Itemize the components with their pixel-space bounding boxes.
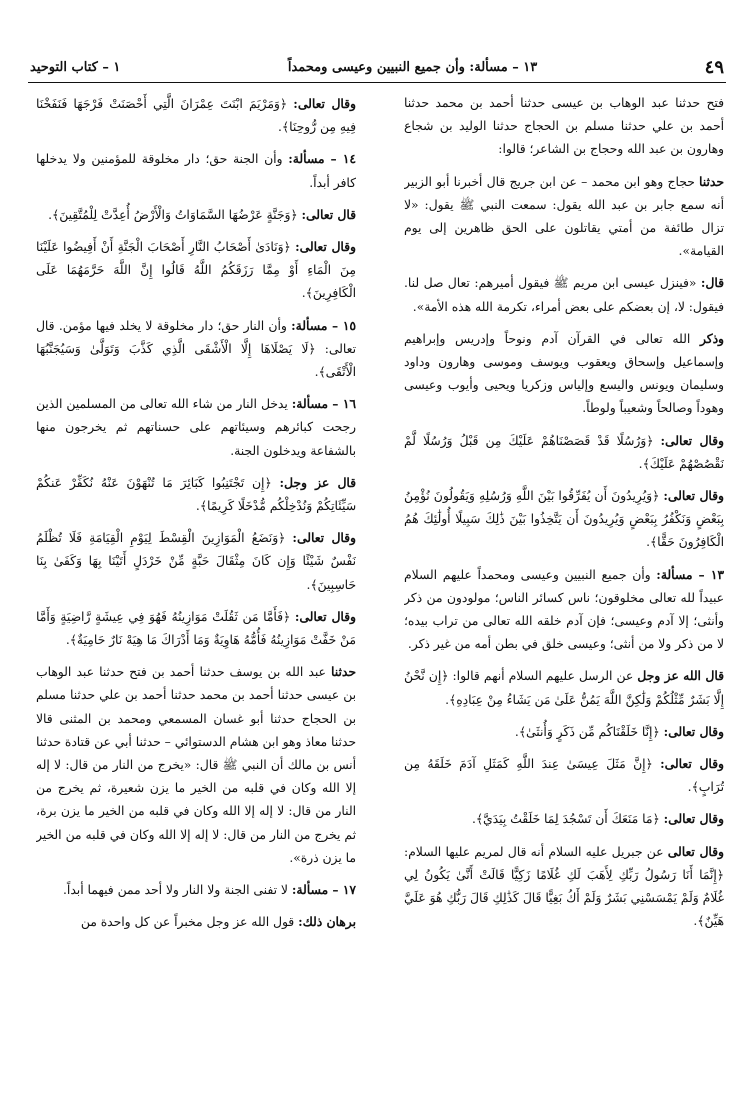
- paragraph-lead: قال عز وجل:: [279, 474, 356, 490]
- paragraph: [404, 664, 724, 711]
- paragraph-lead: وقال تعالى: [667, 843, 724, 859]
- paragraph-lead: ١٧ – مسألة:: [291, 882, 356, 898]
- paragraph: [404, 170, 724, 264]
- paragraph-text: حجاج وهو ابن محمد – عن ابن جريج قال أخبرنا أبو الزبير أنه سمع جابر بن عبد الله يقول: سمعت النبي ﷺ يقول: «لا تزال طائفة من أمتي يقاتلون على الحق ظاهرين إلى يوم القيامة».: [404, 174, 724, 259]
- paragraph: [36, 471, 356, 518]
- paragraph-text: ﴿إِنَّ مَثَلَ عِيسَىٰ عِندَ اللَّهِ كَمَثَلِ آدَمَ خَلَقَهُ مِن تُرَابٍ﴾.: [404, 757, 724, 795]
- paragraph: [404, 327, 724, 421]
- paragraph-lead: ١٣ – مسألة:: [656, 566, 724, 582]
- paragraph-text: ﴿وَنَادَىٰ أَصْحَابُ النَّارِ أَصْحَابَ الْجَنَّةِ أَنْ أَفِيضُوا عَلَيْنَا مِنَ الْمَاءِ أَوْ مِمَّا رَزَقَكُمُ اللَّهُ قَالُوا إِنَّ اللَّهَ حَرَّمَهُمَا عَلَى الْكَافِرِينَ﴾.: [36, 240, 356, 301]
- paragraph-lead: قال الله عز وجل: [637, 668, 724, 684]
- header-rule: [28, 82, 726, 83]
- paragraph: [404, 563, 724, 657]
- paragraph: [404, 92, 724, 162]
- paragraph-text: ﴿إِنَّا خَلَقْنَاكُم مِّن ذَكَرٍ وَأُنثَىٰ﴾.: [514, 724, 660, 739]
- book-title: ١ – كتاب التوحيد: [30, 60, 121, 75]
- paragraph-text: عن الرسل عليهم السلام أنهم قالوا: ﴿إِن نَّحْنُ إِلَّا بَشَرٌ مِّثْلُكُمْ وَلَٰكِنَّ اللَّهَ يَمُنُّ عَلَىٰ مَن يَشَاءُ مِنْ عِبَادِهِ﴾.: [404, 669, 724, 707]
- paragraph-lead: وقال تعالى:: [663, 488, 724, 504]
- paragraph: [36, 526, 356, 597]
- paragraph-text: وأن جميع النبيين وعيسى ومحمداً عليهم السلام عبيداً لله تعالى مخلوقون؛ ناس كسائر الناس؛ مولودون من ذكر وأنثى؛ إلا آدم وعيسى؛ فإن آدم خلقه الله تعالى من تراب بيده؛ لا من ذكر ولا من أنثى؛ وعيسى خلق في بطن أمه من غير ذكر.: [404, 567, 724, 652]
- paragraph: [36, 92, 356, 139]
- paragraph-text: ﴿وَمَرْيَمَ ابْنَتَ عِمْرَانَ الَّتِي أَحْصَنَتْ فَرْجَهَا فَنَفَخْنَا فِيهِ مِن رُّوحِنَا﴾.: [36, 97, 356, 135]
- paragraph-lead: حدثنا: [699, 173, 724, 189]
- paragraph-text: ﴿فَأَمَّا مَن ثَقُلَتْ مَوَازِينُهُ فَهُوَ فِي عِيشَةٍ رَّاضِيَةٍ وَأَمَّا مَنْ خَفَّتْ مَوَازِينُهُ فَأُمُّهُ هَاوِيَةٌ وَمَا أَدْرَاكَ مَا هِيَهْ نَارٌ حَامِيَةٌ﴾.: [36, 609, 356, 648]
- paragraph-text: ﴿وَنَضَعُ الْمَوَازِينَ الْقِسْطَ لِيَوْمِ الْقِيَامَةِ فَلَا تُظْلَمُ نَفْسٌ شَيْئًا وَإِن كَانَ مِثْقَالَ حَبَّةٍ مِّنْ خَرْدَلٍ أَتَيْنَا بِهَا وَكَفَىٰ بِنَا حَاسِبِينَ﴾.: [36, 531, 356, 592]
- paragraph-lead: وقال تعالى:: [292, 530, 356, 546]
- paragraph-lead: وقال تعالى:: [663, 723, 724, 739]
- paragraph-text: «فينزل عيسى ابن مريم ﷺ فيقول أميرهم: تعال صل لنا. فيقول: لا، إن بعضكم على بعض أمراء، تكرمة الله هذه الأمة».: [404, 276, 724, 314]
- paragraph-lead: ١٦ – مسألة:: [291, 396, 356, 412]
- paragraph: [404, 807, 724, 831]
- paragraph-lead: وقال تعالى:: [294, 608, 356, 624]
- paragraph: [36, 235, 356, 306]
- paragraph-lead: ١٥ – مسألة:: [291, 317, 356, 333]
- paragraph-text: ﴿وَرُسُلًا قَدْ قَصَصْنَاهُمْ عَلَيْكَ مِن قَبْلُ وَرُسُلًا لَّمْ نَقْصُصْهُمْ عَلَيْكَ﴾.: [404, 433, 724, 471]
- paragraph: [404, 429, 724, 476]
- paragraph-text: وأن النار حق؛ دار مخلوقة لا يخلد فيها مؤمن. قال تعالى: ﴿لَا يَصْلَاهَا إِلَّا الْأَشْقَى الَّذِي كَذَّبَ وَتَوَلَّىٰ وَسَيُجَنَّبُهَا الْأَتْقَى﴾.: [36, 318, 356, 380]
- paragraph-text: عن جبريل عليه السلام أنه قال لمريم عليها السلام: ﴿إِنَّمَا أَنَا رَسُولُ رَبِّكِ لِأَهَبَ لَكِ غُلَامًا زَكِيًّا قَالَتْ أَنَّىٰ يَكُونُ لِي غُلَامٌ وَلَمْ يَمْسَسْنِي بَشَرٌ وَلَمْ أَكُ بَغِيًّا قَالَ كَذَٰلِكِ قَالَ رَبُّكِ هُوَ عَلَيَّ هَيِّنٌ﴾.: [404, 844, 724, 929]
- paragraph-text: يدخل النار من شاء الله تعالى من المسلمين الذين رجحت كبائرهم وسيئاتهم على حسناتهم ثم يخرجون منها بالشفاعة ويدخلون الجنة.: [36, 397, 356, 458]
- paragraph-lead: قال:: [700, 275, 724, 291]
- paragraph: [36, 910, 356, 934]
- paragraph-lead: وقال تعالى:: [293, 96, 356, 111]
- paragraph-lead: وذكر: [699, 330, 724, 346]
- paragraph-text: ﴿وَجَنَّةٍ عَرْضُهَا السَّمَاوَاتُ وَالْأَرْضُ أُعِدَّتْ لِلْمُتَّقِينَ﴾.: [48, 207, 298, 222]
- paragraph: [404, 271, 724, 318]
- paragraph: [36, 392, 356, 463]
- running-head: ١٣ – مسألة: وأن جميع النبيين وعيسى ومحمداً: [287, 60, 538, 75]
- paragraph-text: وأن الجنة حق؛ دار مخلوقة للمؤمنين ولا يدخلها كافر أبداً.: [36, 152, 356, 190]
- paragraph-text: ﴿مَا مَنَعَكَ أَن تَسْجُدَ لِمَا خَلَقْتُ بِيَدَيَّ﴾.: [471, 812, 660, 827]
- paragraph: [36, 878, 356, 902]
- paragraph: [36, 314, 356, 385]
- paragraph-text: قول الله عز وجل مخبراً عن كل واحدة من: [80, 915, 295, 930]
- paragraph: [36, 203, 356, 227]
- paragraph: [404, 840, 724, 934]
- paragraph-lead: قال تعالى:: [301, 206, 356, 222]
- paragraph-lead: وقال تعالى:: [660, 756, 724, 772]
- paragraph-lead: ١٤ – مسألة:: [288, 151, 356, 167]
- paragraph-lead: برهان ذلك:: [298, 914, 356, 930]
- paragraph-text: الله تعالى في القرآن آدم ونوحاً وإدريس وإبراهيم وإسماعيل وإسحاق ويعقوب ويوسف وموسى وهارون وداود وسليمان ويونس واليسع وإلياس وزكريا ويحيى وأيوب وعيسى وهوداً وصالحاً وشعيباً ولوطاً.: [404, 331, 724, 416]
- paragraph: [36, 147, 356, 194]
- paragraph: [404, 720, 724, 744]
- paragraph-text: لا تفنى الجنة ولا النار ولا أحد ممن فيهما أبداً.: [63, 883, 288, 898]
- paragraph-text: ﴿إِن تَجْتَنِبُوا كَبَائِرَ مَا تُنْهَوْنَ عَنْهُ نُكَفِّرْ عَنكُمْ سَيِّئَاتِكُمْ وَنُدْخِلْكُم مُّدْخَلًا كَرِيمًا﴾.: [36, 475, 356, 514]
- paragraph-lead: حدثنا: [331, 664, 356, 680]
- paragraph-text: ﴿وَيُرِيدُونَ أَن يُفَرِّقُوا بَيْنَ اللَّهِ وَرُسُلِهِ وَيَقُولُونَ نُؤْمِنُ بِبَعْضٍ وَنَكْفُرُ بِبَعْضٍ وَيُرِيدُونَ أَن يَتَّخِذُوا بَيْنَ ذَٰلِكَ سَبِيلًا أُولَٰئِكَ هُمُ الْكَافِرُونَ حَقًّا﴾.: [404, 489, 724, 550]
- paragraph: [404, 752, 724, 799]
- paragraph: [36, 605, 356, 652]
- paragraph-lead: وقال تعالى:: [663, 811, 724, 827]
- right-column: [404, 92, 724, 1097]
- paragraph-lead: وقال تعالى:: [660, 432, 724, 448]
- paragraph: [36, 660, 356, 870]
- paragraph: [404, 484, 724, 555]
- page-number: ٤٩: [704, 57, 724, 78]
- paragraph-text: عبد الله بن يوسف حدثنا أحمد بن فتح حدثنا عبد الوهاب بن عيسى حدثنا أحمد بن محمد حدثنا أحمد بن علي حدثنا مسلم بن الحجاج حدثنا أبو غسان المسمعي ومحمد بن المثنى قالا حدثنا معاذ وهو ابن هشام الدستوائي – حدثنا أبي عن قتادة حدثنا أنس بن مالك أن النبي ﷺ قال: «يخرج من النار من قال: لا إله إلا الله وكان في قلبه من الخير ما يزن شعيرة، ثم يخرج من النار من قال: لا إله إلا الله وكان في قلبه من الخير ما يزن برة، ثم يخرج من النار من قال: لا إله إلا الله وكان في قلبه من الخير ما يزن ذرة».: [36, 665, 356, 865]
- paragraph-text: فتح حدثنا عبد الوهاب بن عيسى حدثنا أحمد بن محمد حدثنا أحمد بن علي حدثنا مسلم بن الحجاج حدثنا الوليد بن شجاع وهارون بن عبد الله وحجاج بن الشاعر؛ قالوا:: [404, 96, 724, 157]
- page-header: [30, 4, 724, 78]
- paragraph-lead: وقال تعالى:: [295, 239, 356, 255]
- left-column: [36, 92, 356, 1097]
